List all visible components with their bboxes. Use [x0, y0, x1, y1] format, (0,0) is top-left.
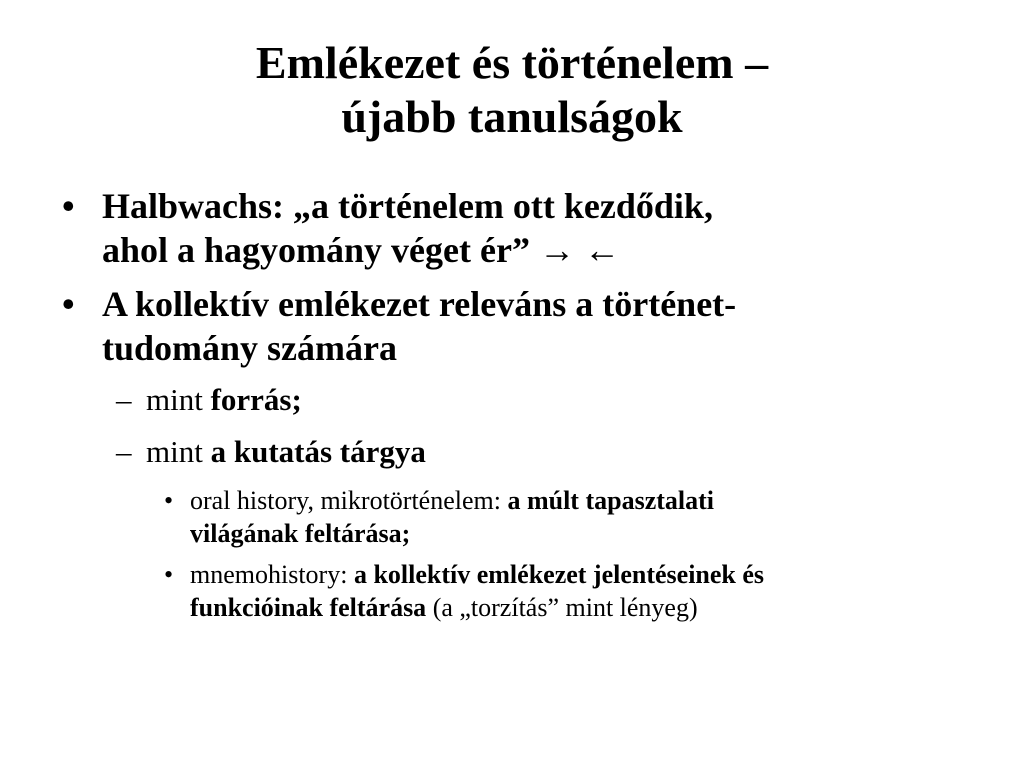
bullet-marker: •: [62, 186, 75, 226]
bullet-marker: •: [164, 560, 174, 589]
slide-title: [0, 36, 1024, 144]
dash-marker: –: [116, 434, 132, 469]
bullet-collective-memory: [60, 282, 960, 370]
title-line-1: Emlékezet és történelem –: [255, 37, 769, 88]
subsubitem-mnemohistory: [60, 558, 960, 624]
bullet-collective-memory-line-2: tudomány számára: [102, 328, 397, 368]
subitem-research-bold: a kutatás tárgya: [210, 434, 426, 469]
dash-marker: –: [116, 382, 132, 417]
subitem-source-bold: forrás;: [210, 382, 302, 417]
subitem-research-subject: [60, 432, 960, 472]
mnemohistory-normal: mnemohistory:: [190, 560, 354, 589]
bullet-halbwachs-line-2: ahol a hagyomány véget ér” → ←: [102, 230, 620, 270]
bullet-collective-memory-line-1: A kollektív emlékezet releváns a történet-: [102, 284, 737, 324]
subsubitem-oral-history: [60, 484, 960, 550]
oral-history-normal: oral history, mikrotörténelem:: [190, 486, 508, 515]
subitem-source: [60, 380, 960, 420]
bullet-halbwachs: [60, 184, 960, 272]
slide-body: [60, 184, 960, 632]
mnemohistory-bold-1: a kollektív emlékezet jelentéseinek és: [353, 560, 765, 589]
title-line-2: újabb tanulságok: [341, 91, 683, 142]
subitem-research-normal: mint: [146, 434, 211, 469]
mnemohistory-tail: (a „torzítás” mint lényeg): [426, 593, 698, 622]
mnemohistory-bold-2: funkcióinak feltárása: [190, 593, 427, 622]
bullet-marker: •: [164, 486, 174, 515]
oral-history-bold-2: világának feltárása;: [190, 519, 411, 548]
subitem-source-normal: mint: [146, 382, 211, 417]
oral-history-bold-1: a múlt tapasztalati: [507, 486, 715, 515]
bullet-marker: •: [62, 284, 75, 324]
bullet-halbwachs-line-1: Halbwachs: „a történelem ott kezdődik,: [102, 186, 713, 226]
